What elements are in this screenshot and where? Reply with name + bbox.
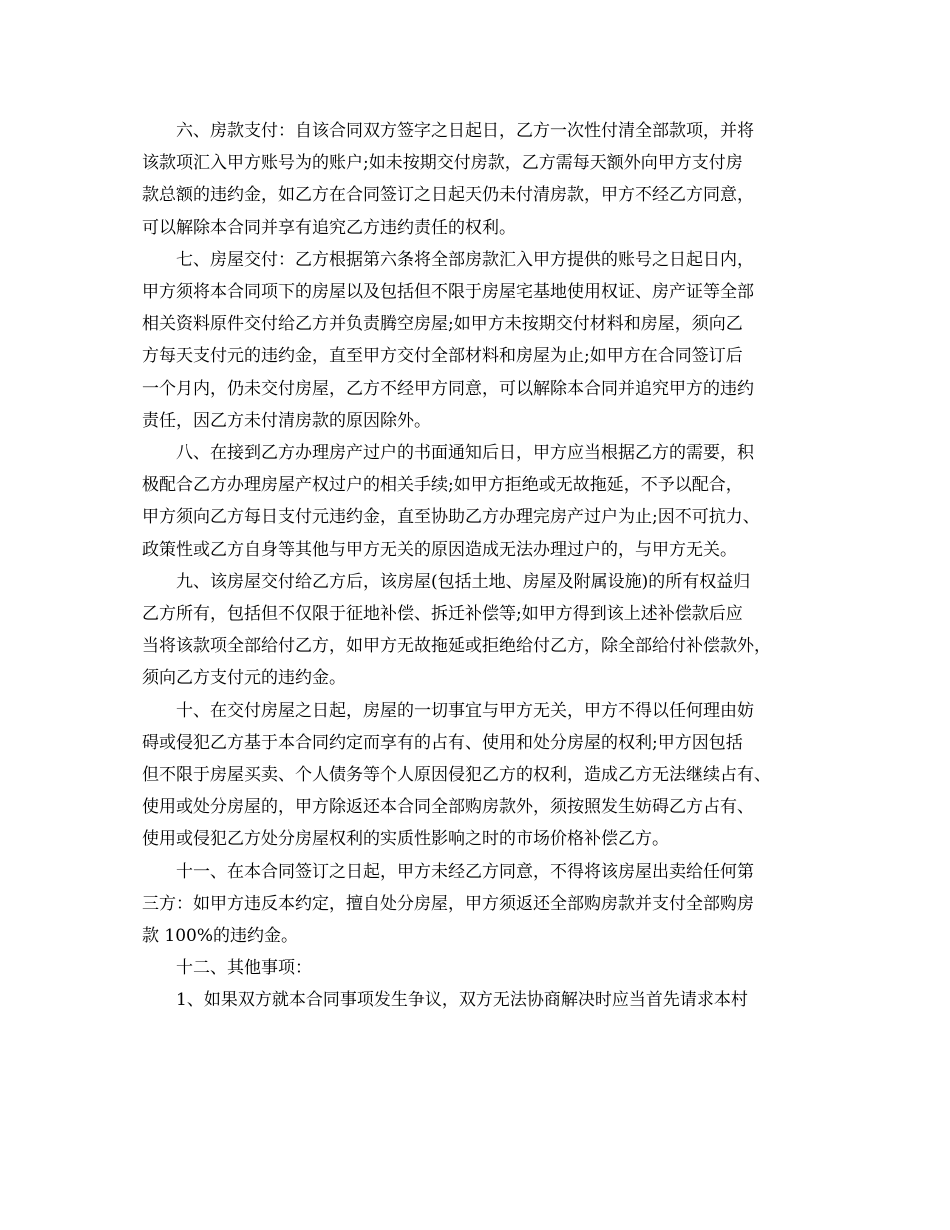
- clause-text-line: 须向乙方支付元的违约金。: [142, 668, 346, 689]
- contract-clause-p9: [142, 566, 825, 695]
- clause-text-line: 政策性或乙方自身等其他与甲方无关的原因造成无法办理过户的，与甲方无关。: [142, 539, 737, 560]
- contract-clause-p12-1: [142, 984, 825, 1016]
- clause-text-line: 七、房屋交付：乙方根据第六条将全部房款汇入甲方提供的账号之日起日内，: [176, 249, 754, 270]
- clause-text-line: 款总额的违约金，如乙方在合同签订之日起天仍未付清房款，甲方不经乙方同意，: [142, 185, 754, 206]
- clause-text-line: 极配合乙方办理房屋产权过户的相关手续;如甲方拒绝或无故拖延，不予以配合，: [142, 475, 743, 496]
- clause-text-line: 相关资料原件交付给乙方并负责腾空房屋;如甲方未按期交付材料和房屋，须向乙: [142, 314, 743, 335]
- contract-text-body: [142, 115, 825, 1017]
- clause-text-line: 六、房款支付：自该合同双方签字之日起日，乙方一次性付清全部款项，并将: [176, 121, 754, 141]
- clause-text-line: 八、在接到乙方办理房产过户的书面通知后日，甲方应当根据乙方的需要，积: [176, 443, 754, 464]
- clause-text-line: 款 100%的违约金。: [142, 926, 299, 947]
- contract-clause-p7: [142, 244, 825, 437]
- clause-text-line: 一个月内，仍未交付房屋，乙方不经甲方同意，可以解除本合同并追究甲方的违约: [142, 378, 754, 399]
- clause-text-line: 使用或侵犯乙方处分房屋权利的实质性影响之时的市场价格补偿乙方。: [142, 829, 669, 850]
- clause-text-line: 甲方须向乙方每日支付元违约金，直至协助乙方办理完房产过户为止;因不可抗力、: [142, 507, 760, 528]
- clause-text-line: 可以解除本合同并享有追究乙方违约责任的权利。: [142, 217, 516, 238]
- clause-text-line: 1、如果双方就本合同事项发生争议，双方无法协商解决时应当首先请求本村: [176, 990, 748, 1011]
- clause-text-line: 三方：如甲方违反本约定，擅自处分房屋，甲方须返还全部购房款并支付全部购房: [142, 893, 754, 914]
- contract-clause-p8: [142, 437, 825, 566]
- clause-text-line: 十一、在本合同签订之日起，甲方未经乙方同意，不得将该房屋出卖给任何第: [176, 861, 754, 882]
- clause-text-line: 碍或侵犯乙方基于本合同约定而享有的占有、使用和处分房屋的权利;甲方因包括: [142, 732, 743, 753]
- clause-text-line: 责任，因乙方未付清房款的原因除外。: [142, 410, 431, 431]
- clause-text-line: 乙方所有，包括但不仅限于征地补偿、拆迁补偿等;如甲方得到该上述补偿款后应: [142, 604, 743, 625]
- clause-text-line: 使用或处分房屋的，甲方除返还本合同全部购房款外，须按照发生妨碍乙方占有、: [142, 797, 754, 818]
- clause-text-line: 但不限于房屋买卖、个人债务等个人原因侵犯乙方的权利，造成乙方无法继续占有、: [142, 765, 771, 786]
- clause-text-line: 甲方须将本合同项下的房屋以及包括但不限于房屋宅基地使用权证、房产证等全部: [142, 282, 754, 303]
- clause-text-line: 方每天支付元的违约金，直至甲方交付全部材料和房屋为止;如甲方在合同签订后: [142, 346, 743, 367]
- contract-clause-p12: [142, 952, 825, 984]
- clause-text-line: 当将该款项全部给付乙方，如甲方无故拖延或拒绝给付乙方，除全部给付补偿款外，: [142, 636, 771, 657]
- contract-clause-p6: [142, 115, 825, 244]
- clause-text-line: 十二、其他事项：: [176, 958, 312, 979]
- clause-text-line: 十、在交付房屋之日起，房屋的一切事宜与甲方无关，甲方不得以任何理由妨: [176, 700, 754, 721]
- contract-clause-p11: [142, 856, 825, 953]
- clause-text-line: 该款项汇入甲方账号为的账户;如未按期交付房款，乙方需每天额外向甲方支付房: [142, 153, 743, 174]
- contract-clause-p10: [142, 695, 825, 856]
- clause-text-line: 九、该房屋交付给乙方后，该房屋(包括土地、房屋及附属设施)的所有权益归: [176, 571, 751, 592]
